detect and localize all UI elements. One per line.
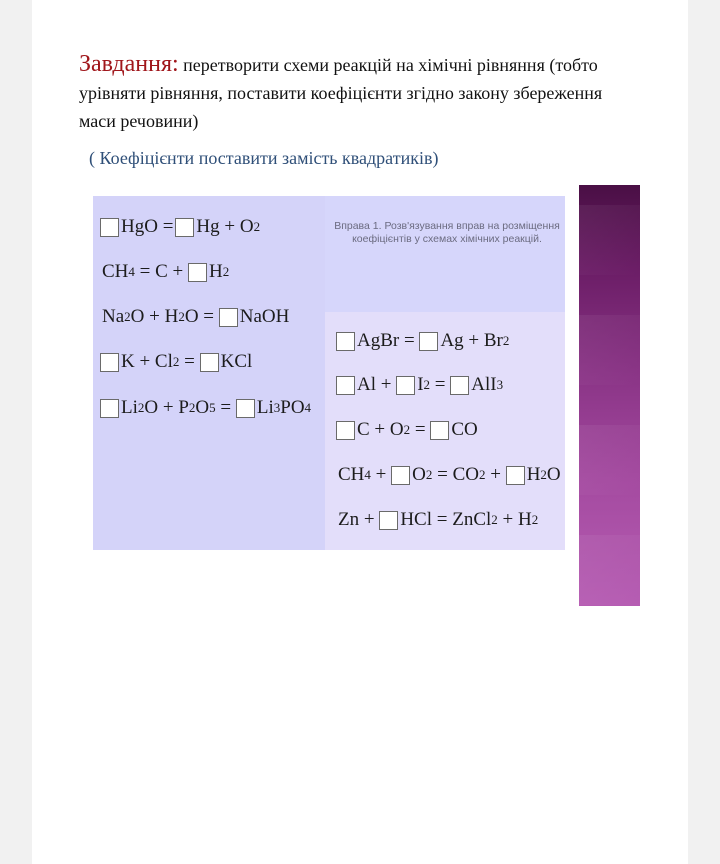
stripe-pattern xyxy=(579,535,640,605)
equation-text: Na xyxy=(102,306,125,327)
coefficient-box[interactable] xyxy=(396,376,415,395)
equation-text: H xyxy=(209,261,223,282)
subscript: 4 xyxy=(304,400,312,415)
equation-text: C + O xyxy=(357,419,404,440)
stripe-pattern xyxy=(579,205,640,275)
equation-text: HCl = ZnCl xyxy=(400,509,492,530)
coefficient-box[interactable] xyxy=(336,421,355,440)
equation-ch4-combustion xyxy=(338,464,561,486)
coefficient-box[interactable] xyxy=(336,332,355,351)
subscript: 2 xyxy=(403,422,411,437)
coefficient-box[interactable] xyxy=(391,466,410,485)
equation-text: O xyxy=(546,464,561,485)
subscript: 2 xyxy=(137,400,145,415)
equation-text: Li xyxy=(121,397,138,418)
coefficient-box[interactable] xyxy=(100,399,119,418)
equation-na2o xyxy=(102,306,289,328)
equation-text: O = xyxy=(184,306,219,327)
subscript: 2 xyxy=(531,512,539,527)
subscript: 2 xyxy=(253,219,261,234)
equation-ch4 xyxy=(102,261,229,283)
equation-text: Li xyxy=(256,397,274,418)
subscript: 2 xyxy=(222,264,230,279)
equation-text: NaOH xyxy=(239,306,290,327)
equation-text: Zn + xyxy=(338,509,380,530)
equation-text: CH xyxy=(338,464,365,485)
task-colon: : xyxy=(172,51,179,77)
subscript: 2 xyxy=(478,467,486,482)
equation-text: PO xyxy=(280,397,305,418)
equation-ali3 xyxy=(336,374,503,396)
left-column xyxy=(93,196,325,550)
equation-hgo xyxy=(100,216,260,238)
exercise-caption: Вправа 1. Розв'язування вправ на розміщення коефіцієнтів у схемах хімічних реакцій. xyxy=(334,220,560,245)
exercise-panel xyxy=(93,196,565,550)
equation-text: = xyxy=(410,419,431,440)
stripe-pattern xyxy=(579,315,640,385)
equation-text: O + P xyxy=(144,397,189,418)
equation-text: = CO xyxy=(432,464,479,485)
subscript: 2 xyxy=(502,333,510,348)
decorative-purple-stripe xyxy=(579,185,640,606)
equation-text: Ag + Br xyxy=(440,330,503,351)
equation-li2o xyxy=(100,397,311,419)
task-text: перетворити схеми реакцій на хімічні рівняння (тобто урівняти рівняння, поставити коефіцієнти згідно закону збереження маси речовини) xyxy=(79,55,603,131)
subscript: 3 xyxy=(273,400,281,415)
equation-text: = xyxy=(430,374,451,395)
equation-text: AlI xyxy=(471,374,497,395)
subscript: 2 xyxy=(124,309,131,324)
coefficient-box[interactable] xyxy=(430,421,449,440)
subscript: 4 xyxy=(364,467,371,482)
coefficient-box[interactable] xyxy=(100,353,119,372)
caption-area xyxy=(325,196,565,312)
coefficient-box[interactable] xyxy=(200,353,219,372)
subscript: 2 xyxy=(425,467,433,482)
equation-zn-hcl xyxy=(338,509,538,531)
coefficient-box[interactable] xyxy=(100,218,119,237)
equation-text: K + Cl xyxy=(121,351,173,372)
equation-text: = C + xyxy=(134,261,189,282)
equation-text: = xyxy=(215,397,236,418)
subscript: 2 xyxy=(423,377,431,392)
subscript: 2 xyxy=(178,309,185,324)
subscript: 2 xyxy=(491,512,498,527)
task-hint: ( Коефіцієнти поставити замість квадратиків) xyxy=(89,148,439,168)
equation-text: H xyxy=(526,464,541,485)
equation-agbr xyxy=(336,330,509,352)
equation-text: Hg + O xyxy=(196,216,254,237)
coefficient-box[interactable] xyxy=(336,376,355,395)
equation-text: O + H xyxy=(130,306,179,327)
equation-co xyxy=(336,419,478,441)
subscript: 2 xyxy=(188,400,196,415)
subscript: 3 xyxy=(496,377,504,392)
subscript: 2 xyxy=(540,467,547,482)
equation-text: O xyxy=(195,397,210,418)
coefficient-box[interactable] xyxy=(175,218,194,237)
coefficient-box[interactable] xyxy=(219,308,238,327)
coefficient-box[interactable] xyxy=(506,466,525,485)
equation-text: CH xyxy=(102,261,129,282)
equation-text: + H xyxy=(497,509,532,530)
equation-text: Al + xyxy=(357,374,397,395)
coefficient-box[interactable] xyxy=(450,376,469,395)
coefficient-box[interactable] xyxy=(419,332,438,351)
equation-text: I xyxy=(417,374,424,395)
equation-text: AgBr = xyxy=(357,330,420,351)
coefficient-box[interactable] xyxy=(379,511,398,530)
equation-text: = xyxy=(179,351,200,372)
equation-text: + xyxy=(370,464,392,485)
task-label: Завдання xyxy=(79,51,172,77)
subscript: 2 xyxy=(172,354,180,369)
equation-text: HgO = xyxy=(121,216,174,237)
equation-text: CO xyxy=(451,419,478,440)
subscript: 5 xyxy=(209,400,216,415)
equation-text: + xyxy=(485,464,506,485)
equation-text: KCl xyxy=(220,351,253,372)
coefficient-box[interactable] xyxy=(236,399,255,418)
coefficient-box[interactable] xyxy=(188,263,207,282)
task-statement xyxy=(79,50,639,135)
equation-text: O xyxy=(412,464,426,485)
stripe-pattern xyxy=(579,425,640,495)
subscript: 4 xyxy=(128,264,135,279)
equation-kcl xyxy=(100,351,252,373)
